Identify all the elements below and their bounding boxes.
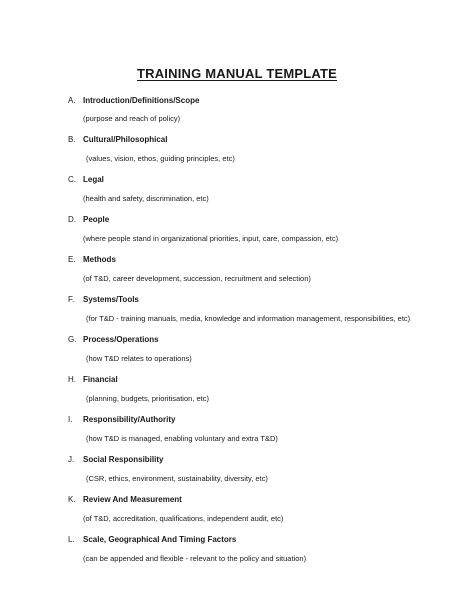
- section-e: [0, 255, 474, 284]
- section-l: [0, 535, 474, 564]
- section-heading-row: [0, 215, 474, 225]
- section-heading-row: [0, 175, 474, 185]
- section-heading: Financial: [83, 375, 118, 384]
- section-heading: Scale, Geographical And Timing Factors: [83, 535, 237, 544]
- section-heading-row: [0, 335, 474, 345]
- section-heading-row: [0, 295, 474, 305]
- section-letter: E.: [68, 255, 76, 264]
- section-k: [0, 495, 474, 524]
- section-c: [0, 175, 474, 204]
- section-letter: G.: [68, 335, 77, 344]
- section-g: [0, 335, 474, 364]
- page-title: TRAINING MANUAL TEMPLATE: [136, 66, 338, 81]
- section-heading: Methods: [83, 255, 116, 264]
- section-letter: F.: [68, 295, 75, 304]
- section-heading-row: [0, 255, 474, 265]
- section-letter: C.: [68, 175, 76, 184]
- section-letter: B.: [68, 135, 76, 144]
- section-description: (of T&D, accreditation, qualifications, independent audit, etc): [83, 514, 284, 523]
- section-heading-row: [0, 535, 474, 545]
- section-heading-row: [0, 495, 474, 505]
- section-list: [0, 96, 474, 564]
- section-description: (where people stand in organizational priorities, input, care, compassion, etc): [83, 234, 339, 243]
- section-a: [0, 96, 474, 124]
- section-description: (how T&D relates to operations): [86, 354, 192, 363]
- section-description: (planning, budgets, prioritisation, etc): [86, 394, 209, 403]
- section-heading: Social Responsibility: [83, 455, 164, 464]
- section-h: [0, 375, 474, 404]
- section-d: [0, 215, 474, 244]
- section-letter: H.: [68, 375, 76, 384]
- section-letter: I.: [68, 415, 73, 424]
- section-b: [0, 135, 474, 164]
- section-f: [0, 295, 474, 324]
- section-heading: Process/Operations: [83, 335, 159, 344]
- section-description: (CSR, ethics, environment, sustainability, diversity, etc): [86, 474, 268, 483]
- section-letter: J.: [68, 455, 75, 464]
- section-heading-row: [0, 135, 474, 145]
- section-description: (health and safety, discrimination, etc): [83, 194, 209, 203]
- section-heading: Systems/Tools: [83, 295, 139, 304]
- section-heading-row: [0, 455, 474, 465]
- section-j: [0, 455, 474, 484]
- section-letter: D.: [68, 215, 76, 224]
- section-i: [0, 415, 474, 444]
- section-heading: Review And Measurement: [83, 495, 182, 504]
- section-description: (for T&D - training manuals, media, knowledge and information management, responsibilities, etc): [86, 314, 411, 323]
- section-heading: Cultural/Philosophical: [83, 135, 168, 144]
- section-heading: Responsibility/Authority: [83, 415, 176, 424]
- section-description: (values, vision, ethos, guiding principles, etc): [86, 154, 235, 163]
- section-description: (of T&D, career development, succession, recruitment and selection): [83, 274, 311, 283]
- section-heading: Introduction/Definitions/Scope: [83, 96, 200, 105]
- section-letter: L.: [68, 535, 75, 544]
- section-letter: K.: [68, 495, 76, 504]
- section-description: (how T&D is managed, enabling voluntary and extra T&D): [86, 434, 278, 443]
- section-heading: People: [83, 215, 110, 224]
- section-description: (can be appended and flexible - relevant to the policy and situation): [83, 554, 307, 563]
- section-heading-row: [0, 415, 474, 425]
- section-heading: Legal: [83, 175, 104, 184]
- section-letter: A.: [68, 96, 76, 105]
- section-description: (purpose and reach of policy): [83, 114, 181, 123]
- section-heading-row: [0, 375, 474, 385]
- section-heading-row: [0, 96, 474, 106]
